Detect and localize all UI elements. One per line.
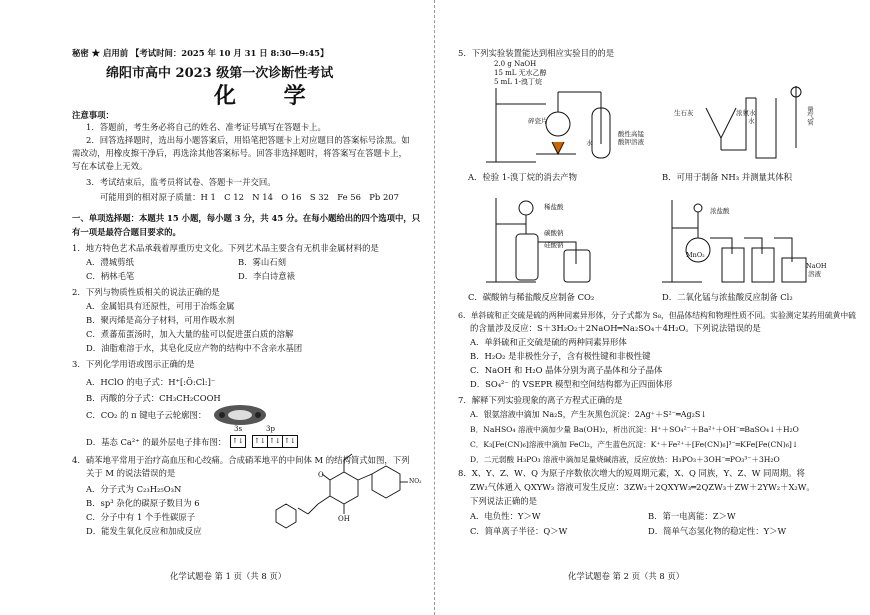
question-5-option-a: A．检验 1-溴丁烷的消去产物 xyxy=(468,172,577,182)
question-5-stem: 5．下列实验装置能达到相应实验目的的是 xyxy=(458,48,615,58)
q5b-label: 浓氨水 xyxy=(736,109,756,117)
question-2-option-c: C．煮蕃茄蛋汤时，加入大量的盐可以促进蛋白质的溶解 xyxy=(86,329,294,339)
question-2-option-b: B．聚丙烯是高分子材料，可用作吸水剂 xyxy=(86,315,235,325)
orbital-3p-label: 3p xyxy=(266,425,275,433)
question-7-option-d: D．二元弱酸 H₃PO₃ 溶液中滴加足量烧碱溶液，反应放热：H₃PO₃＋3OH⁻═PO₃³⁻＋3H₂O xyxy=(470,455,780,464)
orbital-diagram xyxy=(230,435,298,448)
subject-title: 化 学 xyxy=(214,83,326,109)
question-1-option-a: A．澧城剪纸 xyxy=(86,257,134,267)
question-1-option-d: D．李白诗意裱 xyxy=(238,271,295,281)
q5a-label: 碎瓷片 xyxy=(528,117,548,125)
question-7-option-b: B．NaHSO₄ 溶液中滴加少量 Ba(OH)₂，析出沉淀：H⁺＋SO₄²⁻＋Ba²⁺＋OH⁻═BaSO₄↓＋H₂O xyxy=(470,425,799,434)
question-6-stem-cont: 的含量涉及反应：S＋3H₂O₂＋2NaOH═Na₂SO₄＋4H₂O。下列说法错误的是 xyxy=(470,323,761,333)
question-6-option-c: C．NaOH 和 H₂O 晶体分别为离子晶体和分子晶体 xyxy=(470,365,663,375)
question-4-option-d: D．能发生氧化反应和加成反应 xyxy=(86,526,202,536)
q5c-label: 碳酸钠 xyxy=(544,229,564,237)
q5d-label: MnO₂ xyxy=(686,251,705,259)
question-7-option-a: A．银氨溶液中滴加 Na₂S，产生灰黑色沉淀：2Ag⁺＋S²⁻═Ag₂S↓ xyxy=(470,410,708,419)
orbital-box: ↑↓ xyxy=(230,435,246,448)
hydroxyl-label: OH xyxy=(338,515,350,523)
section-title: 一、单项选择题：本题共 15 小题，每小题 3 分，共 45 分。在每小题给出的四个选项中，只 xyxy=(72,213,421,223)
apparatus-a-figure xyxy=(476,84,626,164)
q5b-label: 水 xyxy=(748,117,755,125)
question-4-stem: 4．硝苯地平常用于治疗高血压和心绞痛。合成硝苯地平的中间体 M 的结构简式如图，下列 xyxy=(72,455,410,465)
nitro-group-label: NO₂ xyxy=(409,478,422,485)
note-line: 3．考试结束后，监考员将试卷、答题卡一并交回。 xyxy=(86,177,276,187)
note-line: 需改动，用橡皮擦干净后，再选涂其他答案标号。回答非选择题时，将答案写在答题卡上， xyxy=(72,148,407,158)
q5c-label: 稀盐酸 xyxy=(544,203,564,211)
q5b-label: 生石灰 xyxy=(674,109,694,117)
page-footer: 化学试题卷 第 2 页（共 8 页） xyxy=(568,571,685,581)
q5a-label: 酸钾溶液 xyxy=(618,138,644,146)
question-3-option-c: C．CO₂ 的 π 键电子云轮廓图： xyxy=(86,410,207,420)
question-8-option-a: A．电负性：Y＞W xyxy=(470,511,541,521)
question-4-stem-cont: 关于 M 的说法错误的是 xyxy=(86,468,176,478)
q5a-reagent: 5 mL 1-溴丁烷 xyxy=(494,78,543,86)
exam-page-2 xyxy=(436,0,870,615)
question-6-option-d: D．SO₄²⁻ 的 VSEPR 模型和空间结构都为正四面体形 xyxy=(470,379,673,389)
apparatus-d-figure xyxy=(652,198,832,286)
q5d-label: NaOH xyxy=(806,262,827,270)
question-6-option-a: A．单斜硫和正交硫是硫的两种同素异形体 xyxy=(470,337,627,347)
note-line: 1．答题前，考生务必将自己的姓名、准考证号填写在答题卡上。 xyxy=(86,122,326,132)
question-8-option-c: C．简单离子半径：Q＞W xyxy=(470,526,568,536)
question-8-option-d: D．简单气态氢化物的稳定性：Y＞W xyxy=(648,526,787,536)
question-4-option-c: C．分子中有 1 个手性碳原子 xyxy=(86,512,196,522)
carbonyl-oxygen-label: O xyxy=(318,471,324,479)
q5a-label: 水 xyxy=(586,139,593,147)
question-1-option-c: C．柄林毛笔 xyxy=(86,271,135,281)
compound-m-structure xyxy=(268,452,432,542)
confidential-header: 秘密 ★ 启用前 【考试时间：2025 年 10 月 31 日 8:30—9:45】 xyxy=(72,48,329,58)
question-2-option-a: A．金属铝具有还原性，可用于冶炼金属 xyxy=(86,301,235,311)
question-7-stem: 7．解释下列实验现象的离子方程式正确的是 xyxy=(458,395,623,405)
question-3-stem: 3．下列化学用语或图示正确的是 xyxy=(72,359,195,369)
q5a-reagent: 2.0 g NaOH xyxy=(494,60,537,68)
orbital-box: ↑↓ xyxy=(252,435,268,448)
atomic-mass-line: 可能用到的相对原子质量：H 1 C 12 N 14 O 16 S 32 Fe 56 Pb 207 xyxy=(100,192,399,202)
question-8-option-b: B．第一电离能：Z＞W xyxy=(648,511,736,521)
note-line: 写在本试卷上无效。 xyxy=(72,161,148,171)
question-1-stem: 1．地方特色艺术品承载着厚重历史文化。下列艺术品主要含有无机非金属材料的是 xyxy=(72,243,379,253)
page-footer: 化学试题卷 第 1 页（共 8 页） xyxy=(170,571,287,581)
question-2-option-d: D．油脂难溶于水，其皂化反应产物的结构中不含亲水基团 xyxy=(86,343,303,353)
q5d-label: 浓盐酸 xyxy=(710,207,730,215)
question-3-option-d: D．基态 Ca²⁺ 的最外层电子排布图： xyxy=(86,437,227,447)
question-7-option-c: C．K₃[Fe(CN)₆]溶液中滴加 FeCl₂，产生蓝色沉淀：K⁺＋Fe²⁺＋[Fe(CN)₆]³⁻═KFe[Fe(CN)₆]↓ xyxy=(470,440,799,449)
notes-title: 注意事项： xyxy=(72,110,114,120)
question-6-option-b: B．H₂O₂ 是非极性分子，含有极性键和非极性键 xyxy=(470,351,651,361)
question-3-option-a: A．HClO 的电子式：H⁺[:Ö:Cl:]⁻ xyxy=(86,377,216,387)
apparatus-b-figure xyxy=(666,78,826,168)
orbital-3s-label: 3s xyxy=(234,425,243,433)
question-4-option-b: B．sp³ 杂化的碳原子数目为 6 xyxy=(86,498,200,508)
q5a-label: 酸性高锰 xyxy=(618,130,644,138)
orbital-box: ↑↓ xyxy=(283,435,298,448)
question-6-stem: 6．单斜硫和正交硫是硫的两种同素异形体，分子式都为 S₈，但晶体结构和物理性质不同。实验测定某药用硫黄中硫 xyxy=(458,311,856,320)
q5b-label: 量气管 xyxy=(806,106,814,126)
section-title-cont: 有一项是最符合题目要求的。 xyxy=(72,227,181,237)
question-3-option-b: B．丙酸的分子式：CH₃CH₂COOH xyxy=(86,393,221,403)
question-2-stem: 2．下列与物质性质相关的说法正确的是 xyxy=(72,287,220,297)
exam-title: 绵阳市高中 2023 级第一次诊断性考试 xyxy=(106,66,334,81)
note-line: 2．回答选择题时，选出每小题答案后，用铅笔把答题卡上对应题目的答案标号涂黑。如 xyxy=(86,135,410,145)
question-4-option-a: A．分子式为 C₂₃H₂₅O₃N xyxy=(86,484,182,494)
question-5-option-b: B．可用于制备 NH₃ 并测量其体积 xyxy=(662,172,792,182)
q5c-label: 硅酸钠 xyxy=(544,241,564,249)
q5a-reagent: 15 mL 无水乙醇 xyxy=(494,69,547,77)
question-8-stem-cont2: 下列说法正确的是 xyxy=(470,496,537,506)
question-8-stem: 8．X、Y、Z、W、Q 为原子序数依次增大的短周期元素，X、Q 同族，Y、Z、W 同周期。将 xyxy=(458,468,805,478)
question-1-option-b: B．雾山石刻 xyxy=(238,257,287,267)
question-8-stem-cont: ZW₂气体通入 QXYW₃ 溶液可发生反应：3ZW₂＋2QXYW₃═2QZW₃＋ZW＋2YW₂＋X₂W。 xyxy=(470,482,815,492)
exam-page-1 xyxy=(0,0,434,615)
question-5-option-d: D．二氧化锰与浓盐酸反应制备 Cl₂ xyxy=(662,292,793,302)
orbital-box: ↑↓ xyxy=(268,435,283,448)
q5d-label: 溶液 xyxy=(808,270,821,278)
question-5-option-c: C．碳酸钠与稀盐酸反应制备 CO₂ xyxy=(468,292,595,302)
